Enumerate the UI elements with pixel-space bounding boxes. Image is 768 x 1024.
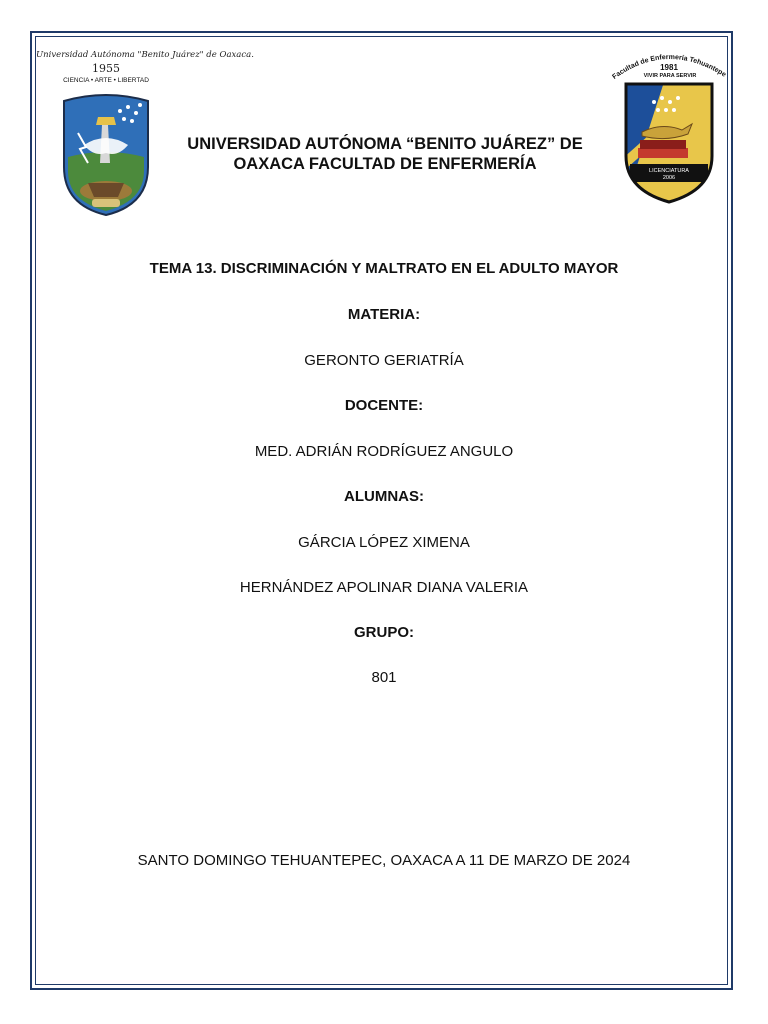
group-label: GRUPO: <box>354 624 414 641</box>
subject-label: MATERIA: <box>347 306 421 323</box>
title-line-2: OAXACA FACULTAD DE ENFERMERÍA <box>233 155 537 173</box>
place-and-date: SANTO DOMINGO TEHUANTEPEC, OAXACA A 11 DE MARZO DE 2024 <box>137 852 631 869</box>
teacher-value: MED. ADRIÁN RODRÍGUEZ ANGULO <box>254 443 514 460</box>
faculty-founding-year: 1981 <box>660 63 678 72</box>
students-label: ALUMNAS: <box>344 488 424 505</box>
topic-title: TEMA 13. DISCRIMINACIÓN Y MALTRATO EN EL ADULTO MAYOR <box>149 260 619 277</box>
subject-value: GERONTO GERIATRÍA <box>304 352 464 369</box>
teacher-label: DOCENTE: <box>344 397 424 414</box>
university-shield-icon <box>58 87 154 217</box>
university-founding-year: 1955 <box>92 62 120 75</box>
faculty-arc-name: Facultad de Enfermería Tehuantepe <box>611 53 728 81</box>
faculty-logo <box>604 44 734 209</box>
university-script-name: Universidad Autónoma "Benito Juárez" de Oaxaca. <box>36 50 254 60</box>
group-value: 801 <box>371 669 397 686</box>
faculty-ribbon-line-1: LICENCIATURA <box>649 168 689 174</box>
student-name: HERNÁNDEZ APOLINAR DIANA VALERIA <box>239 579 529 596</box>
university-logo <box>36 44 254 224</box>
title-line-1: UNIVERSIDAD AUTÓNOMA “BENITO JUÁREZ” DE <box>187 135 583 153</box>
faculty-tagline: VIVIR PARA SERVIR <box>643 73 697 79</box>
page-title <box>160 134 610 174</box>
student-name: GÁRCIA LÓPEZ XIMENA <box>298 534 470 551</box>
faculty-ribbon-line-2: 2006 <box>662 175 676 181</box>
university-motto: CIENCIA • ARTE • LIBERTAD <box>63 77 149 84</box>
